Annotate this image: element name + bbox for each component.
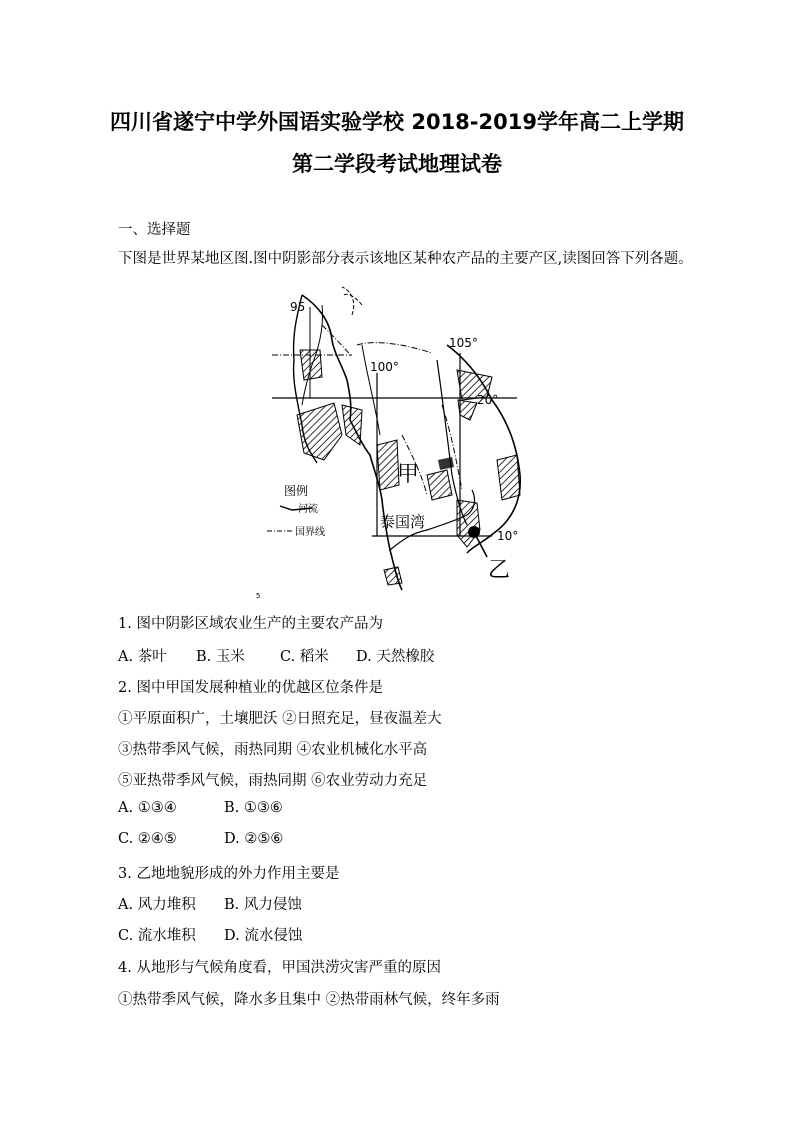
page-title-line2: 第二学段考试地理试卷 (292, 152, 502, 176)
q2-option-a: A. ①③④ (118, 800, 177, 816)
q1-option-b: B. 玉米 (196, 649, 245, 665)
page-title-line1: 四川省遂宁中学外国语实验学校 2018-2019学年高二上学期 (110, 110, 684, 134)
q3-option-a: A. 风力堆积 (118, 897, 196, 913)
q2-option-c: C. ②④⑤ (118, 831, 177, 847)
q4-condition-1: ①热带季风气候，降水多且集中 ②热带雨林气候，终年多雨 (118, 992, 500, 1008)
southeast-asia-map (256, 285, 532, 600)
q3-option-d: D. 流水侵蚀 (224, 928, 303, 944)
label-lon95: 95 (290, 300, 306, 314)
intro-text: 下图是世界某地区图.图中阴影部分表示该地区某种农产品的主要产区,读图回答下列各题。 (118, 251, 693, 267)
label-lon100: 100° (370, 360, 399, 374)
label-lat10: 10° (497, 529, 519, 543)
section-heading: 一、选择题 (118, 222, 191, 238)
q1-stem: 1. 图中阴影区域农业生产的主要农产品为 (118, 616, 383, 632)
q2-option-d: D. ②⑤⑥ (224, 831, 284, 847)
legend-river-label: 河流 (298, 504, 318, 515)
label-lat20: 20° (477, 393, 499, 407)
q2-condition-2: ③热带季风气候，雨热同期 ④农业机械化水平高 (118, 742, 428, 758)
q3-option-b: B. 风力侵蚀 (224, 897, 302, 913)
q1-option-c: C. 稻米 (280, 649, 329, 665)
q2-option-b: B. ①③⑥ (224, 800, 283, 816)
q3-option-c: C. 流水堆积 (118, 928, 196, 944)
q4-stem: 4. 从地形与气候角度看，甲国洪涝灾害严重的原因 (118, 960, 441, 976)
q2-condition-3: ⑤亚热带季风气候，雨热同期 ⑥农业劳动力充足 (118, 773, 428, 789)
small-mark: 5 (256, 592, 261, 600)
q1-option-a: A. 茶叶 (118, 649, 167, 665)
q1-option-d: D. 天然橡胶 (356, 649, 435, 665)
q2-condition-1: ①平原面积广，土壤肥沃 ②日照充足，昼夜温差大 (118, 711, 442, 727)
legend-title: 图例 (284, 484, 309, 498)
label-gulf: 泰国湾 (380, 513, 426, 531)
label-lon105: 105° (449, 336, 478, 350)
label-yi: 乙 (488, 558, 511, 583)
legend-border-label: 国界线 (295, 527, 325, 538)
q2-stem: 2. 图中甲国发展种植业的优越区位条件是 (118, 680, 383, 696)
label-jia: 甲 (397, 462, 420, 487)
q3-stem: 3. 乙地地貌形成的外力作用主要是 (118, 866, 340, 882)
